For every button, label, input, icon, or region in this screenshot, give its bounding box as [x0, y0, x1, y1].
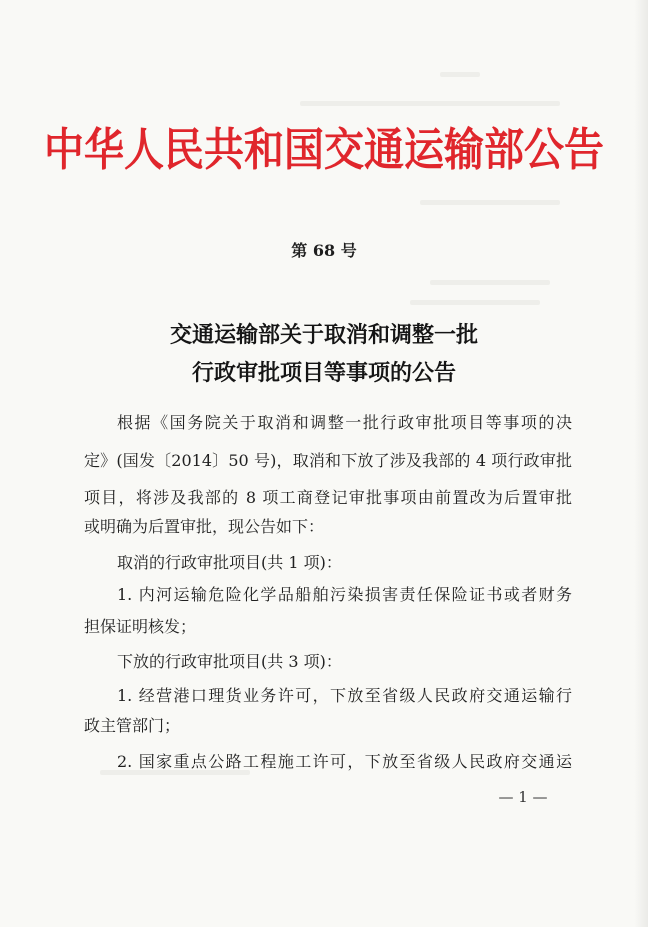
document-number: 第 68 号 — [291, 241, 357, 260]
show-through-mark — [430, 280, 550, 285]
body-line: 或明确为后置审批，现公告如下： — [84, 517, 325, 536]
list-item: 2. 国家重点公路工程施工许可，下放至省级人民政府交通运 — [117, 752, 572, 771]
show-through-mark — [300, 101, 560, 106]
section-heading: 下放的行政审批项目(共 3 项)： — [117, 652, 342, 671]
document-title-line: 交通运输部关于取消和调整一批 — [169, 322, 478, 348]
list-item: 1. 内河运输危险化学品船舶污染损害责任保险证书或者财务 — [117, 585, 572, 604]
section-heading: 取消的行政审批项目(共 1 项)： — [117, 553, 342, 572]
masthead-title: 中华人民共和国交通运输部公告 — [44, 123, 604, 177]
body-line: 根据《国务院关于取消和调整一批行政审批项目等事项的决 — [117, 413, 572, 432]
body-line: 项目，将涉及我部的 8 项工商登记审批事项由前置改为后置审批 — [84, 488, 572, 507]
show-through-mark — [410, 300, 540, 305]
list-item-continuation: 担保证明核发； — [84, 617, 197, 636]
list-item-continuation: 政主管部门； — [84, 716, 181, 735]
document-title-line: 行政审批项目等事项的公告 — [191, 360, 456, 386]
list-item: 1. 经营港口理货业务许可，下放至省级人民政府交通运输行 — [117, 686, 572, 705]
body-line: 定》(国发〔2014〕50 号)，取消和下放了涉及我部的 4 项行政审批 — [84, 451, 572, 470]
show-through-mark — [440, 72, 480, 77]
show-through-mark — [420, 200, 560, 205]
page-number: — 1 — — [498, 788, 548, 806]
